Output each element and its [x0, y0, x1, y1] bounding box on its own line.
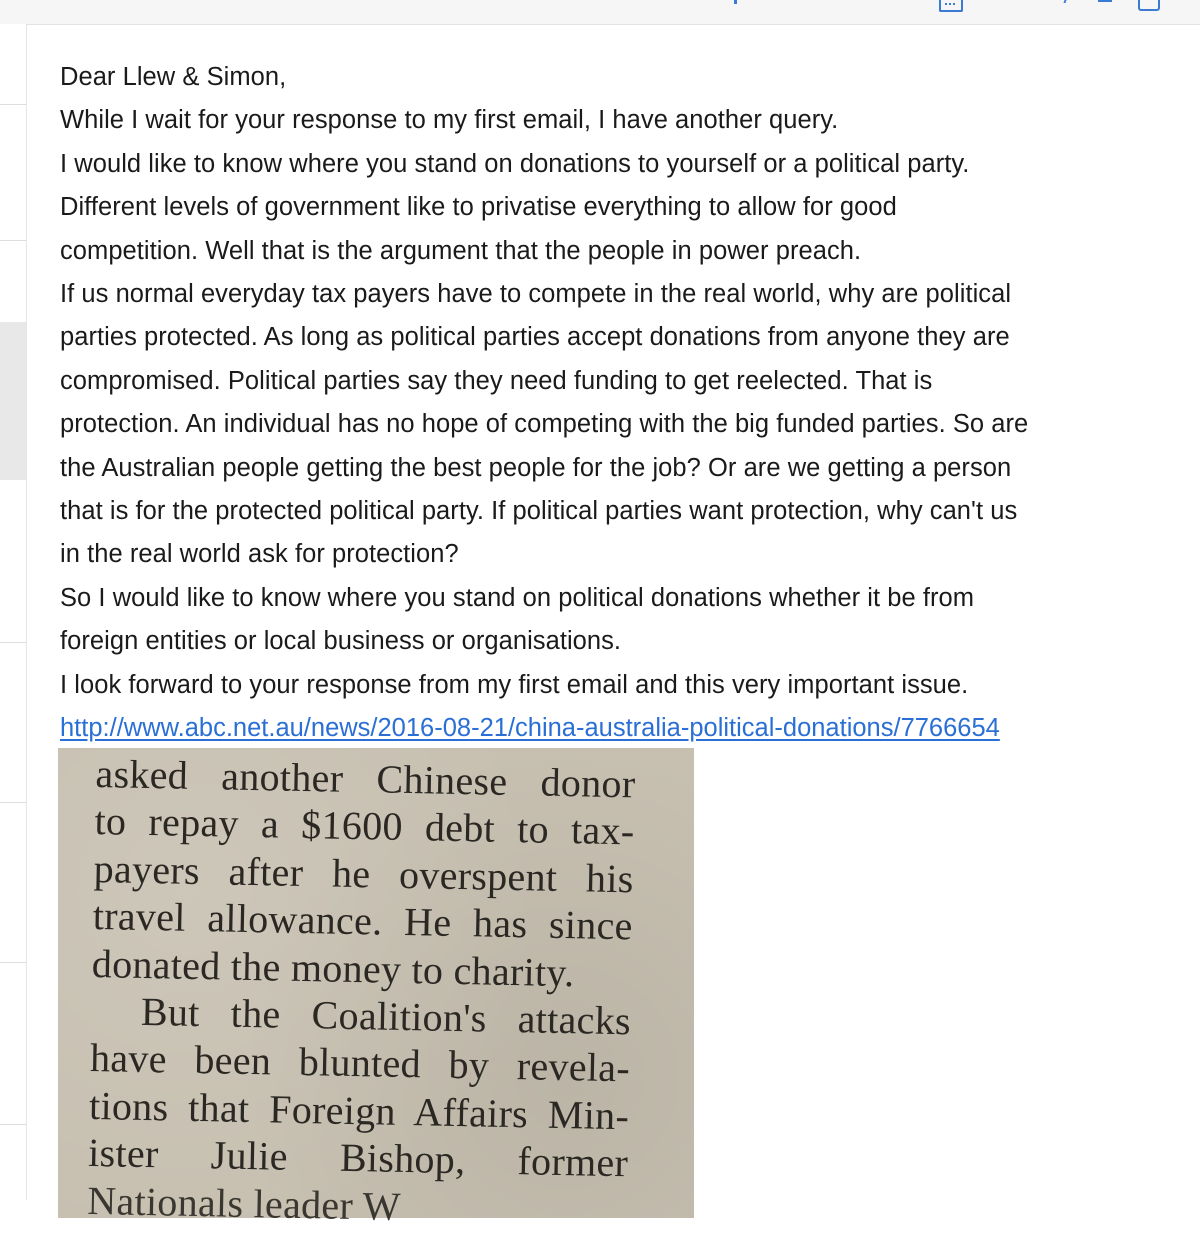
clipping-line: have been blunted by revela-: [89, 1035, 631, 1091]
sidebar-divider: [0, 802, 26, 803]
clipping-line: to repay a $1600 debt to tax-: [94, 798, 635, 854]
clipping-text: [87, 750, 656, 1235]
message-list-sidebar: [0, 24, 27, 1200]
email-line: So I would like to know where you stand on political donations whether it be from: [60, 583, 975, 612]
newspaper-clipping-image: [58, 748, 694, 1229]
clipping-line: tions that Foreign Affairs Min-: [88, 1082, 630, 1139]
trash-icon[interactable]: [1138, 0, 1160, 11]
toolbar-button-partial[interactable]: [1098, 0, 1112, 2]
clipping-line: payers after he overspent his: [93, 845, 635, 902]
article-link[interactable]: http://www.abc.net.au/news/2016-08-21/china-australia-political-donations/7766654: [60, 714, 1000, 743]
clipping-line: travel allowance. He has since: [92, 893, 634, 949]
toolbar-button-partial[interactable]: [1063, 0, 1066, 3]
email-line: protection. An individual has no hope of competing with the big funded parties. So are: [60, 410, 1029, 439]
clipping-line: ister Julie Bishop, former: [87, 1130, 629, 1186]
email-line: that is for the protected political party. If political parties want protection, why can't us: [60, 497, 1018, 526]
email-line: the Australian people getting the best people for the job? Or are we getting a person: [60, 453, 1012, 482]
email-line: foreign entities or local business or organisations.: [60, 627, 622, 656]
clipping-line: donated the money to charity.: [91, 940, 575, 995]
sidebar-divider: [0, 240, 26, 241]
sidebar-divider: [0, 962, 26, 963]
clipping-line: asked another Chinese donor: [95, 750, 636, 807]
sidebar-divider: [0, 1124, 26, 1125]
calendar-icon[interactable]: [939, 0, 963, 12]
toolbar-button-partial[interactable]: [734, 0, 737, 4]
sidebar-item-selected[interactable]: [0, 322, 26, 480]
email-line: If us normal everyday tax payers have to compete in the real world, why are political: [60, 280, 1012, 309]
email-line: Different levels of government like to privatise everything to allow for good: [60, 193, 897, 222]
clipping-line: Nationals leader W: [86, 1177, 402, 1229]
email-line: competition. Well that is the argument that the people in power preach.: [60, 236, 862, 265]
toolbar: [0, 0, 1200, 25]
clipping-line: But the Coalition's attacks: [140, 988, 632, 1044]
email-line: in the real world ask for protection?: [60, 540, 459, 569]
email-greeting: Dear Llew & Simon,: [60, 63, 287, 91]
email-line: I would like to know where you stand on donations to yourself or a political party.: [60, 149, 970, 178]
email-line: While I wait for your response to my first email, I have another query.: [60, 106, 839, 135]
email-line: compromised. Political parties say they need funding to get reelected. That is: [60, 366, 933, 395]
sidebar-divider: [0, 642, 26, 643]
email-line: parties protected. As long as political parties accept donations from anyone they are: [60, 323, 1010, 352]
email-line: I look forward to your response from my first email and this very important issue.: [60, 670, 969, 699]
email-body: [60, 56, 1190, 751]
sidebar-divider: [0, 104, 26, 105]
